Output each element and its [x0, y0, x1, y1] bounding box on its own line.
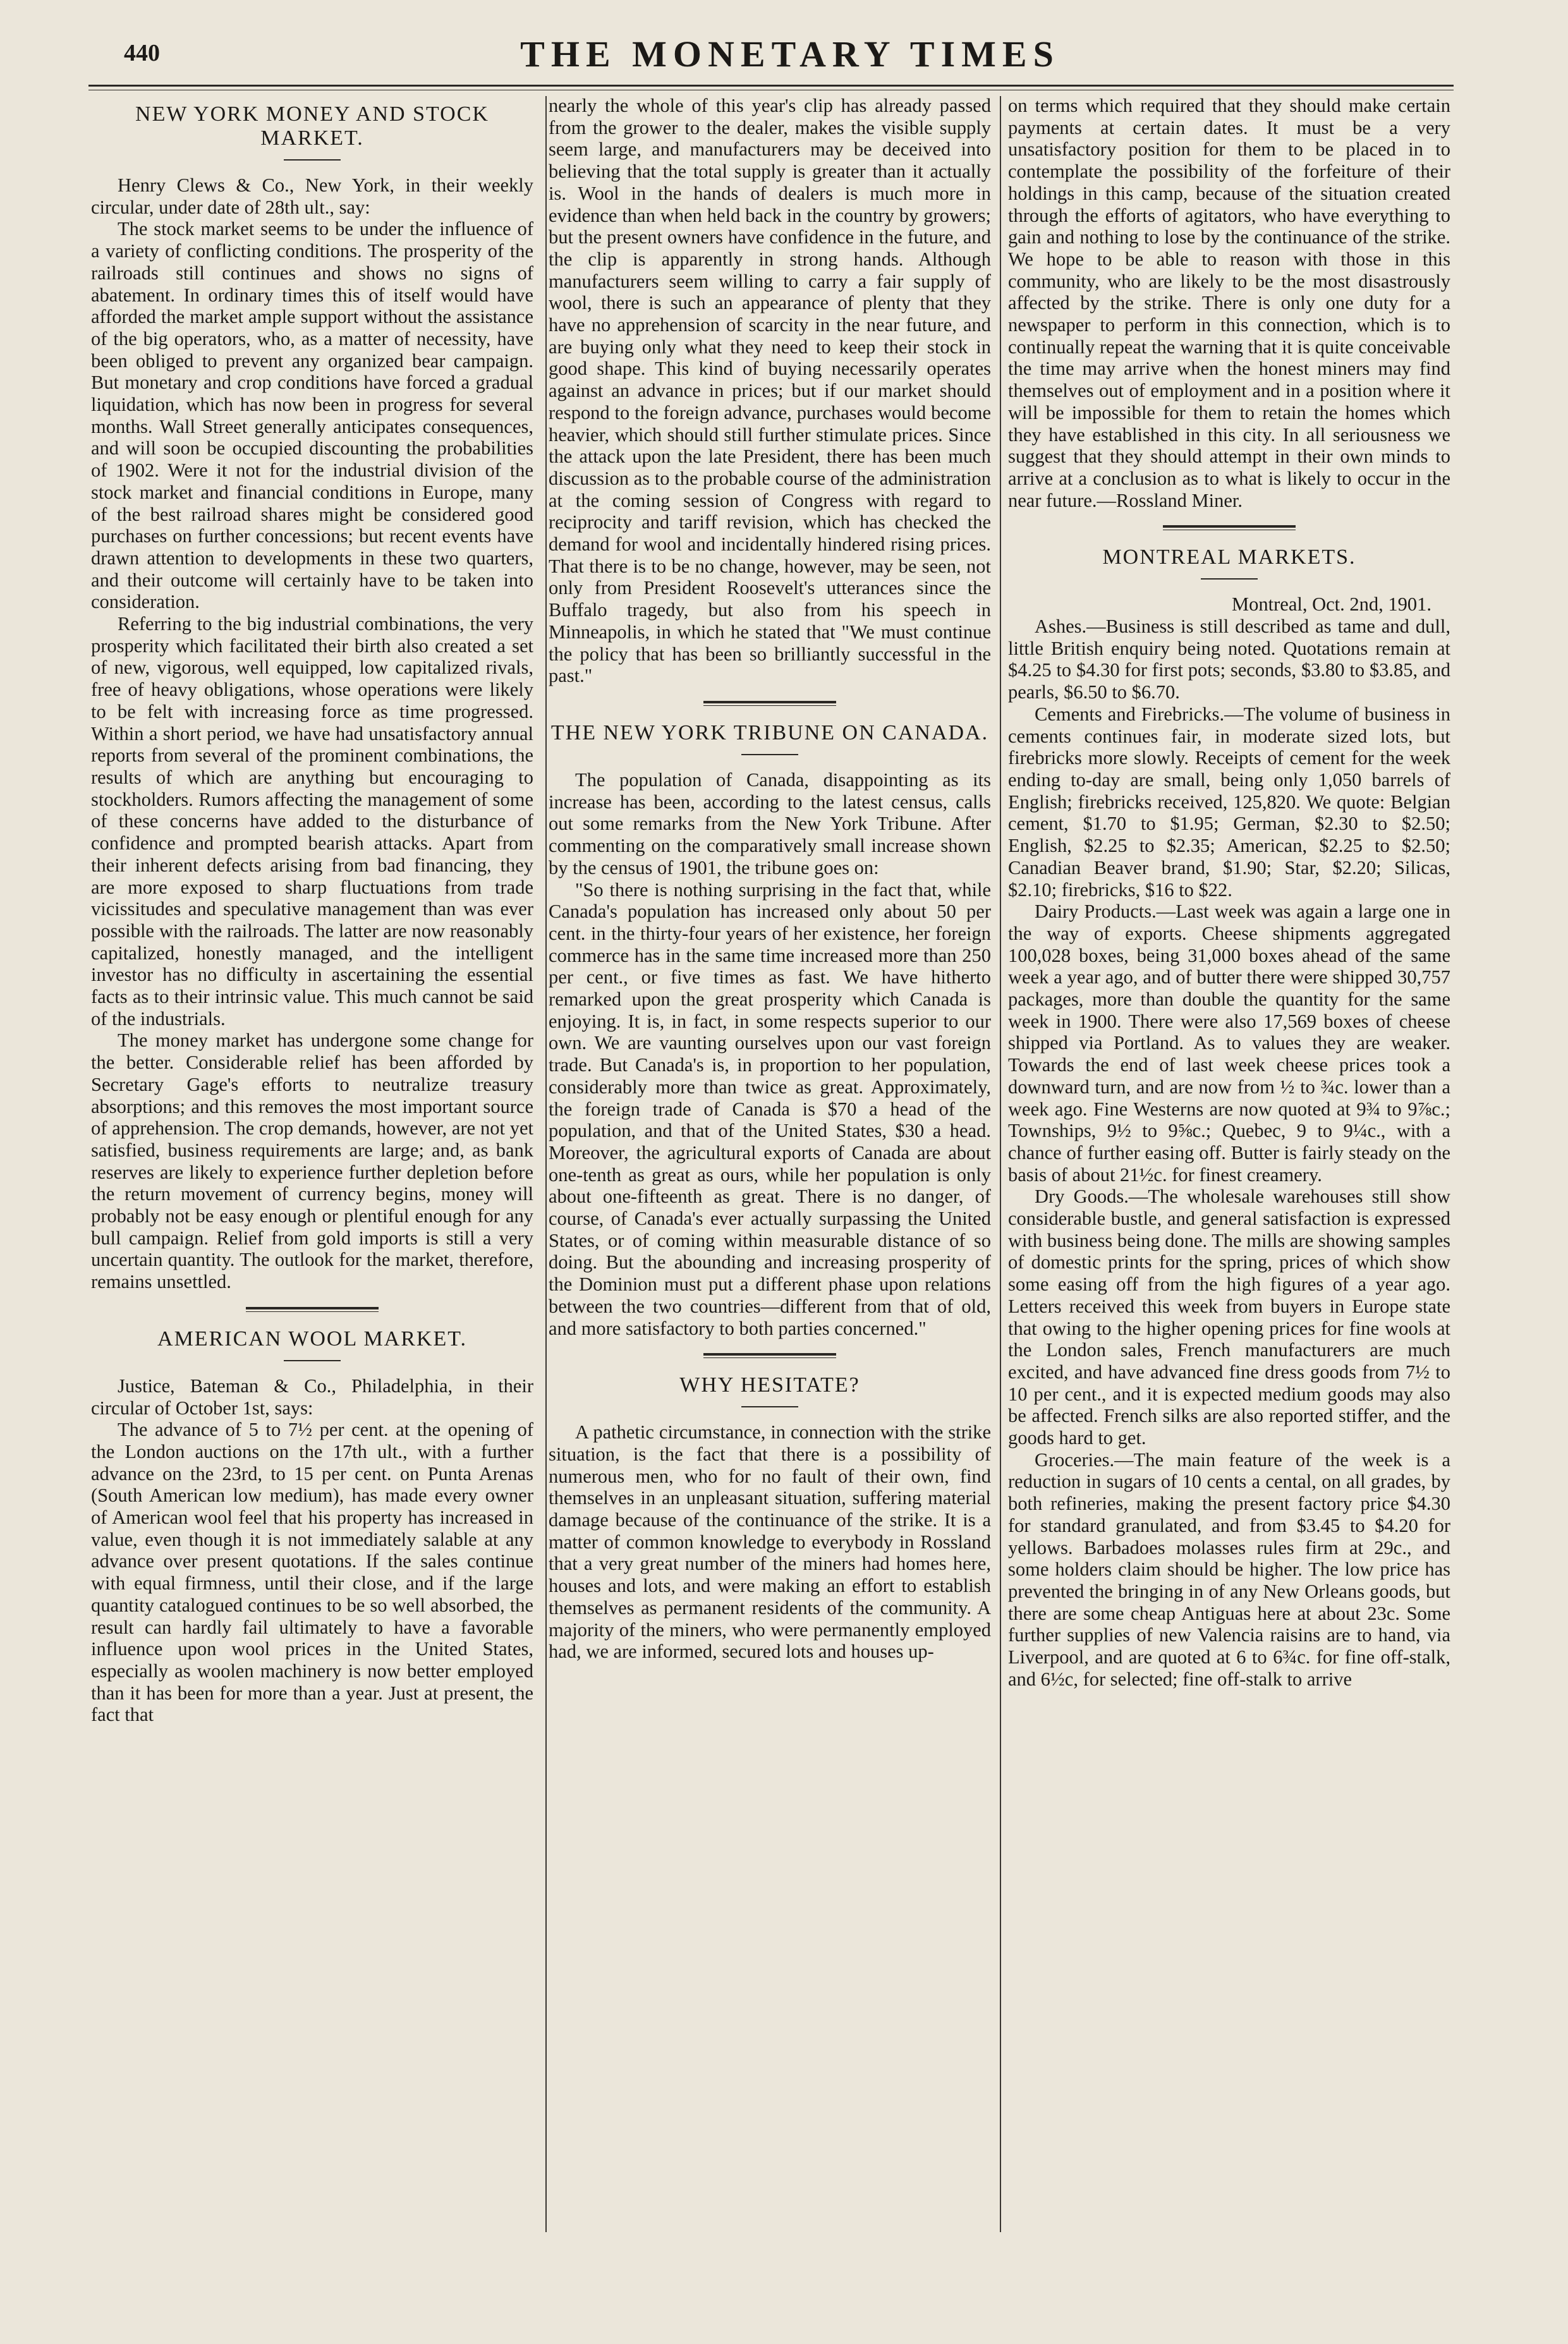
column-1	[91, 95, 533, 2234]
section-title: NEW YORK MONEY AND STOCK MARKET.	[135, 102, 489, 150]
paragraph: Justice, Bateman & Co., Philadelphia, in their circular of October 1st, says:	[91, 1375, 533, 1419]
column-3	[1008, 95, 1450, 2234]
section-title: MONTREAL MARKETS.	[1102, 545, 1356, 569]
section-separator	[1163, 525, 1296, 530]
paragraph: The money market has undergone some change for the better. Considerable relief has been afforded by Secretary Gage's efforts to neutralize treasury absorptions; and this removes the most important source of apprehension. The crop demands, however, are not yet satisfied, business requirements are large; and, as bank reserves are likely to experience further depletion before the return movement of currency begins, money will probably not be easy enough or plentiful enough for any bull campaign. Relief from gold imports is still a very uncertain quantity. The outlook for the market, therefore, remains unsettled.	[91, 1029, 533, 1293]
section-title: AMERICAN WOOL MARKET.	[157, 1327, 467, 1351]
section-separator	[703, 701, 836, 706]
paragraph: Cements and Firebricks.—The volume of business in cements continues fair, in moderate sized lots, but firebricks more slowly. Receipts of cement for the week ending to-day are small, being only 1,050 barrels of English; firebricks received, 125,820. We quote: Belgian cement, $1.70 to $1.95; German, $2.30 to $2.50; English, $2.25 to $2.35; American, $2.25 to $2.50; Canadian Beaver brand, $1.90; Star, $2.20; Silicas, $2.10; firebricks, $16 to $22.	[1008, 703, 1450, 901]
title-rule	[741, 754, 798, 755]
page-number: 440	[124, 40, 160, 66]
paragraph: Ashes.—Business is still described as tame and dull, little British enquiry being noted. Quotations remain at $4.25 to $4.30 for first pots; seconds, $3.80 to $3.85, and pearls, $6.50 to $6.70.	[1008, 616, 1450, 703]
paragraph: A pathetic circumstance, in connection with the strike situation, is the fact that there is a possibility of numerous men, who for no fault of their own, find themselves in an unpleasant situation, suffering material damage because of the continuance of the strike. It is a matter of common knowledge to everybody in Rossland that a very great number of the miners had homes here, houses and lots, and were making an effort to establish themselves as permanent residents of the community. A majority of the miners, who were permanently employed had, we are informed, secured lots and houses up-	[549, 1421, 991, 1663]
section-separator	[703, 1353, 836, 1358]
paragraph: The stock market seems to be under the influence of a variety of conflicting conditions. The prosperity of the railroads still continues and shows no signs of abatement. In ordinary times this of itself would have afforded the market ample support without the assistance of the big operators, who, as a matter of necessity, have been obliged to prevent any organized bear campaign. But monetary and crop conditions have forced a gradual liquidation, which has now been in progress for several months. Wall Street generally anticipates consequences, and will soon be occupied discounting the probabilities of 1902. Were it not for the industrial division of the stock market and financial conditions in Europe, many of the best railroad shares might be considered good purchases on further concessions; but recent events have drawn attention to developments in these two quarters, and their outcome will certainly have to be taken into consideration.	[91, 218, 533, 613]
dateline: Montreal, Oct. 2nd, 1901.	[1232, 593, 1431, 616]
paragraph: Dairy Products.—Last week was again a large one in the way of exports. Cheese shipments aggregated 100,028 boxes, being 31,000 boxes ahead of the same week a year ago, and of butter there were shipped 30,757 packages, more than double the quantity for the same week in 1900. There were also 17,569 boxes of cheese shipped via Portland. As to values they are weaker. Towards the end of last week cheese prices took a downward turn, and are now from ½ to ¾c. lower than a week ago. Fine Westerns are now quoted at 9¾ to 9⅞c.; Townships, 9½ to 9⅝c.; Quebec, 9 to 9¼c., with a chance of further easing off. Butter is fairly steady on the basis of about 21½c. for finest creamery.	[1008, 901, 1450, 1186]
column-2	[549, 95, 991, 2234]
title-rule	[284, 159, 341, 161]
column-divider	[545, 96, 547, 2232]
paragraph: nearly the whole of this year's clip has already passed from the grower to the dealer, makes the visible supply seem large, and manufacturers may be deceived into believing that the total supply is greater than it actually is. Wool in the hands of dealers is much more in evidence than when held back in the country by growers; but the present owners have confidence in the future, and the clip is apparently in strong hands. Although manufacturers seem willing to carry a fair supply of wool, there is such an appearance of plenty that they have no apprehension of scarcity in the near future, and are buying only what they need to keep their stock in good shape. This kind of buying necessarily operates against an advance in prices; but if our market should respond to the foreign advance, purchases would become heavier, which should still further stimulate prices. Since the attack upon the late President, there has been much discussion as to the probable course of the administration at the coming session of Congress with regard to reciprocity and tariff revision, which has checked the demand for wool and incidentally hindered rising prices. That there is to be no change, however, may be seen, not only from President Roosevelt's utterances since the Buffalo tragedy, but also from his speech in Minneapolis, in which he stated that "We must continue the policy that has been so brilliantly successful in the past."	[549, 95, 991, 687]
paragraph: on terms which required that they should make certain payments at certain dates. It must be a very unsatisfactory position for them to be placed in to contemplate the possibility of the forfeiture of their holdings in this camp, because of the situation created through the efforts of agitators, who have everything to gain and nothing to lose by the continuance of the strike. We hope to be able to reason with those in this community, who are likely to be the most disastrously affected by the strike. There is only one duty for a newspaper to perform in this connection, which is to continually repeat the warning that it is quite conceivable the time may arrive when the honest miners may find themselves out of employment and in a position where it will be impossible for them to retain the homes which they have established in this city. In all seriousness we suggest that they should attempt in their own minds to arrive at a conclusion as to what is likely to occur in the near future.—Rossland Miner.	[1008, 95, 1450, 511]
title-rule	[284, 1360, 341, 1361]
paragraph: The advance of 5 to 7½ per cent. at the opening of the London auctions on the 17th ult., with a further advance on the 23rd, to 15 per cent. on Punta Arenas (South American low medium), has made every owner of American wool feel that his property has increased in value, even though it is not immediately salable at any advance over present quotations. If the sales continue with equal firmness, until their close, and if the large quantity catalogued continues to be so well absorbed, the result can hardly fail ultimately to have a favorable influence upon wool prices in the United States, especially as woolen machinery is now better employed than it has been for more than a year. Just at present, the fact that	[91, 1419, 533, 1726]
paragraph: "So there is nothing surprising in the fact that, while Canada's population has increased only about 50 per cent. in the thirty-four years of her existence, her foreign commerce has in the same time increased more than 250 per cent., or five times as fast. We have hitherto remarked upon the great prosperity which Canada is enjoying. It is, in fact, in some respects superior to our own. We are vaunting ourselves upon our vast foreign trade. But Canada's is, in proportion to her population, considerably more than twice as great. Approximately, the foreign trade of Canada is $70 a head of the population, and that of the United States, $30 a head. Moreover, the agricultural exports of Canada are about one-tenth as great as ours, while her population is only about one-fifteenth as great. There is no danger, of course, of Canada's ever actually surpassing the United States, or of coming within measurable distance of so doing. But the abounding and increasing prosperity of the Dominion must put a different phase upon relations between the two countries—different from that of old, and more satisfactory to both parties concerned."	[549, 878, 991, 1339]
paragraph: Henry Clews & Co., New York, in their weekly circular, under date of 28th ult., say:	[91, 174, 533, 218]
header-rule	[88, 85, 1454, 87]
paragraph: Referring to the big industrial combinations, the very prosperity which facilitated their birth also created a set of new, vigorous, well equipped, low capitalized rivals, free of heavy obligations, whose operations were likely to be felt with increasing force as time progressed. Within a short period, we have had unsatisfactory annual reports from several of the prominent combinations, the results of which are anything but encouraging to stockholders. Rumors affecting the management of some of these concerns have added to the disturbance of confidence and prompted bearish attacks. Apart from their inherent defects arising from bad financing, they are more exposed to sharp fluctuations from trade vicissitudes and speculative management than was ever possible with the railroads. The latter are now reasonably capitalized, honestly managed, and the intelligent investor has no difficulty in ascertaining the essential facts as to their intrinsic value. This much cannot be said of the industrials.	[91, 613, 533, 1029]
section-separator	[246, 1307, 379, 1312]
column-divider	[1000, 96, 1001, 2232]
title-rule	[1201, 578, 1258, 580]
title-rule	[741, 1406, 798, 1407]
masthead: THE MONETARY TIMES	[520, 33, 1060, 75]
section-title: WHY HESITATE?	[679, 1373, 860, 1397]
section-title: THE NEW YORK TRIBUNE ON CANADA.	[550, 720, 989, 744]
paragraph: The population of Canada, disappointing as its increase has been, according to the latest census, calls out some remarks from the New York Tribune. After commenting on the comparatively small increase shown by the census of 1901, the tribune goes on:	[549, 768, 991, 878]
paragraph: Dry Goods.—The wholesale warehouses still show considerable bustle, and general satisfaction is expressed with business being done. The mills are showing samples of domestic prints for the spring, prices of which show some easing off from the high figures of a year ago. Letters received this week from buyers in Europe state that owing to the higher opening prices for fine wools at the London sales, French manufacturers are much excited, and have advanced fine dress goods from 7½ to 10 per cent., and it is expected medium goods may also be affected. French silks are also reported stiffer, and the goods hard to get.	[1008, 1186, 1450, 1449]
paragraph: Groceries.—The main feature of the week is a reduction in sugars of 10 cents a cental, on all grades, by both refineries, making the present factory price $4.30 for standard granulated, and from $3.45 to $4.20 for yellows. Barbadoes molasses rules firm at 29c., and some holders claim should be higher. The low price has prevented the bringing in of any New Orleans goods, but there are some cheap Antiguas here at about 23c. Some further supplies of new Valencia raisins are to hand, via Liverpool, and are quoted at 6 to 6¾c. for fine off-stalk, and 6½c, for selected; fine off-stalk to arrive	[1008, 1448, 1450, 1690]
